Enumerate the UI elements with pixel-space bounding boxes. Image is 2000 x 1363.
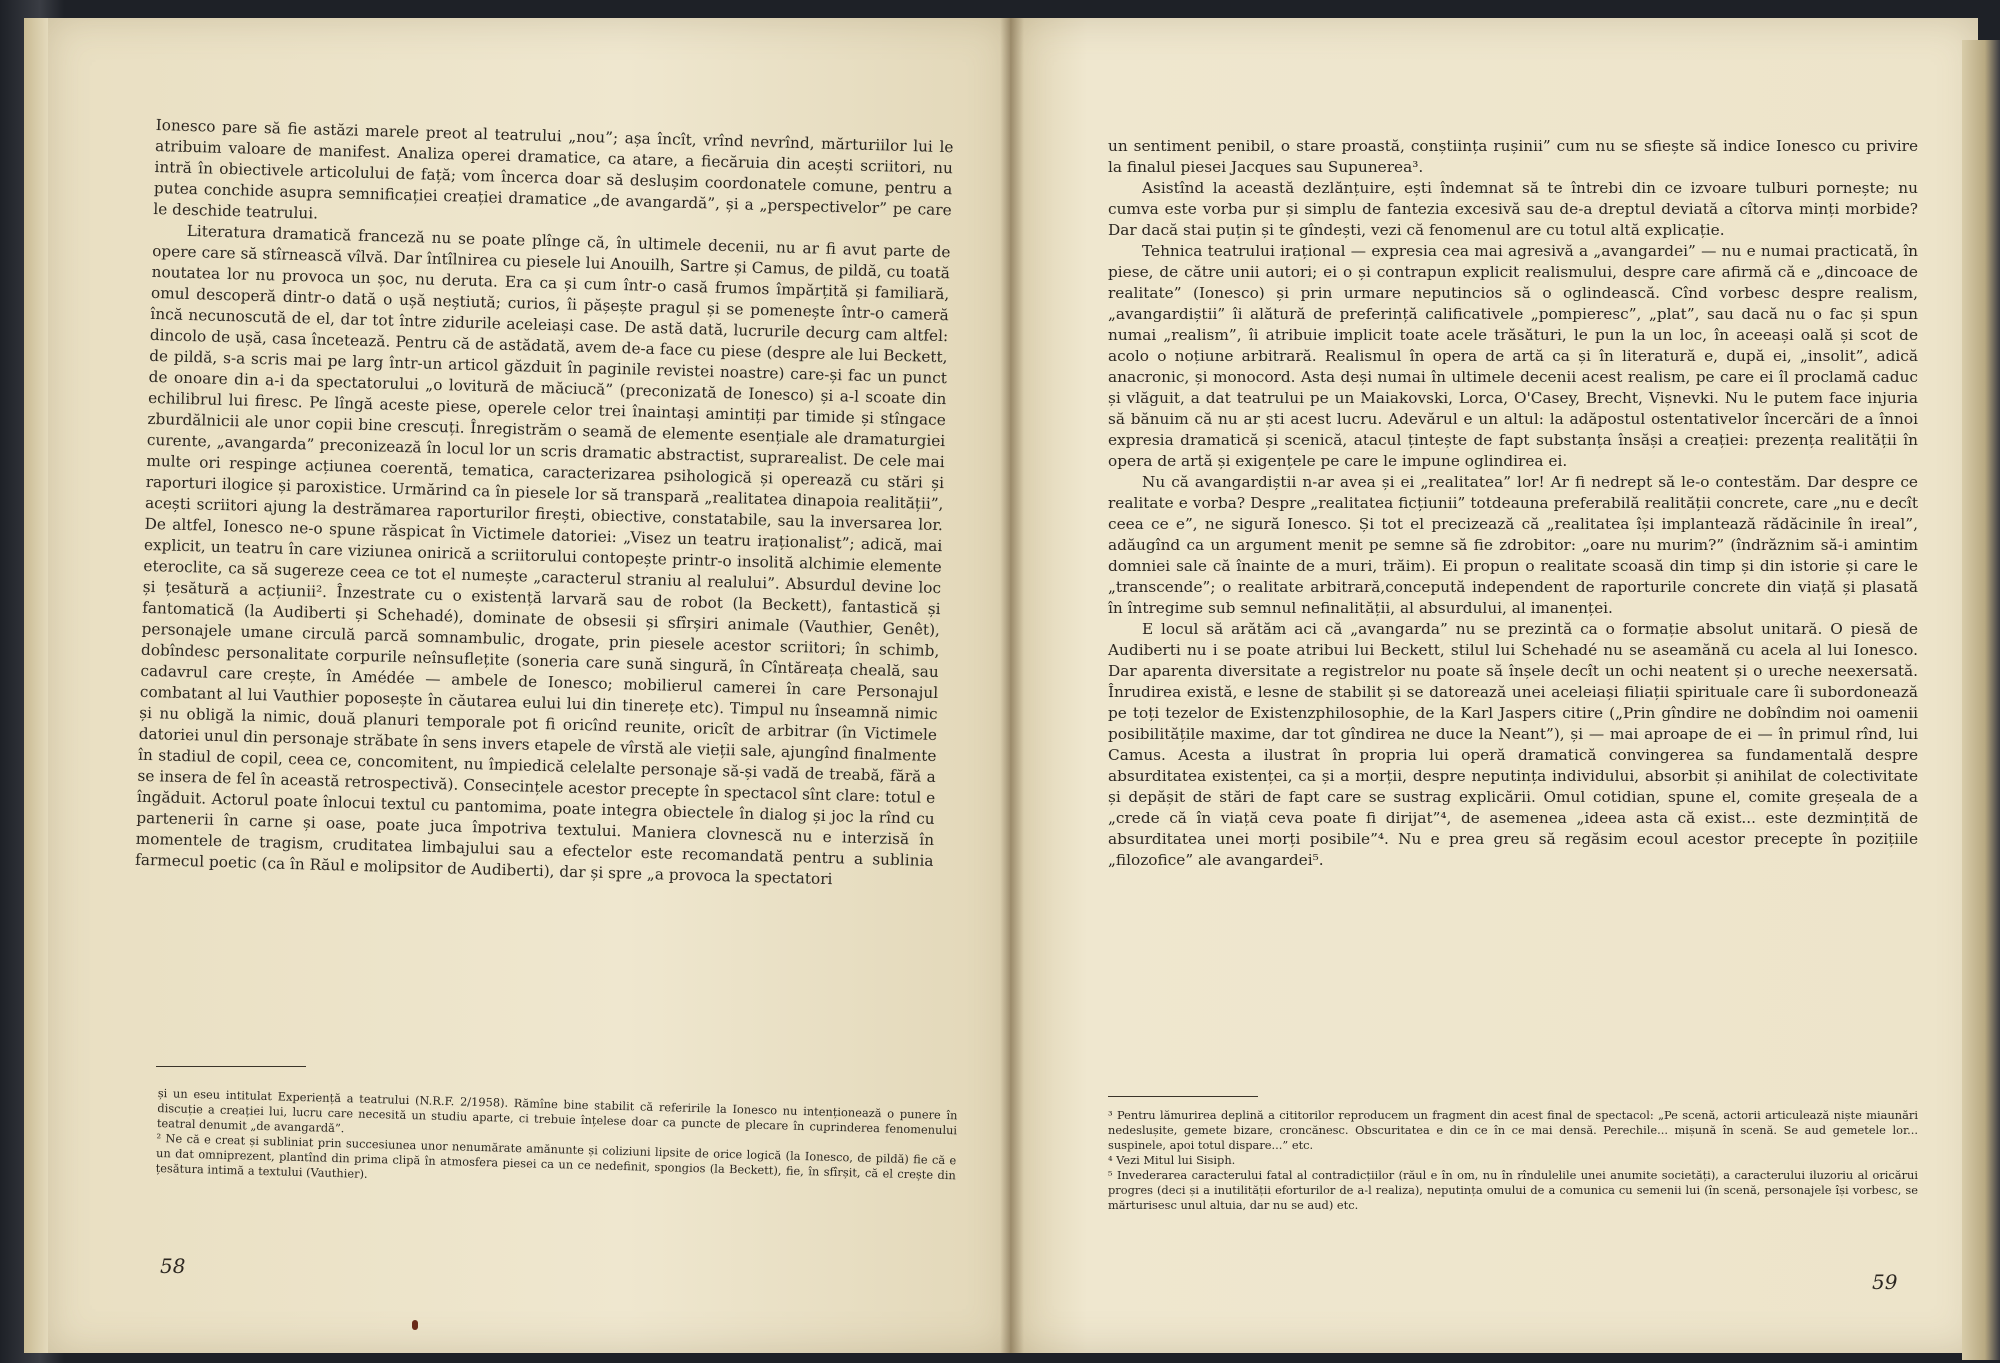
footnote-rule (156, 1066, 306, 1067)
footnote: ³ Pentru lămurirea deplină a cititorilor reproducem un fragment din acest final de spectacol: „Pe scenă, actorii articulează niște miaunări nedeslușite, gemete bizare, croncănesc. Obscuritatea e din ce în ce mai densă. Perechile... mișună în scenă. Se aud gemetele lor... suspinele, apoi totul dispare...” etc. (1108, 1108, 1918, 1152)
paragraph: Asistînd la această dezlănțuire, ești îndemnat să te întrebi din ce izvoare tulburi pornește; nu cumva este vorba pur și simplu de fantezia excesivă sau de-a dreptul deviată a cîtorva minți morbide? Dar dacă stai puțin și te gîndești, vezi că fenomenul are cu totul altă explicație. (1108, 179, 1918, 239)
footnote: ² Ne că e creat și subliniat prin succesiunea unor nenumărate amănunte și coliziuni lipsite de orice logică (la Ionesco, de pildă) fie că e un dat omniprezent, plantînd din prima clipă în atmosfera piesei ca un ce nedefinit, spongios (la Beckett), fie, în sfîrșit, că el crește din țesătura intimă a textului (Vauthier). (155, 1130, 957, 1183)
footnote-rule (1108, 1096, 1258, 1097)
paragraph: Tehnica teatrului irațional — expresia cea mai agresivă a „avangardei” — nu e numai practicată, în piese, de către unii autori; ei o și contrapun explicit realismului, despre care afirmă că e „dincoace de realitate” (Ionesco) și prin urmare neputincios să o oglindească. Cînd vorbesc despre realism, „avangardiștii” îi alătură de preferință calificativele „pompieresc”, „plat”, sau dacă nu o fac și spun numai „realism”, îi atribuie implicit toate acele trăsături, le pun la un loc, în aceeași oală și scot de acolo o noțiune arbitrară. Realismul în opera de artă ca și în literatură e, după ei, „insolit”, adică anacronic, și monocord. Asta deși numai în ultimele decenii acest realism, pe care ei îl proclamă caduc și vlăguit, a dat teatrului pe un Maiakovski, Lorca, O'Casey, Brecht, Vișnevki. Nu le putem face injuria să bănuim că nu ar ști acest lucru. Adevărul e un altul: la adăpostul ostentativelor încercări de a înnoi expresia dramatică și scenică, atacul țintește de fapt substanța însăși a creației: prezența realității în opera de artă și exigențele pe care le impune oglindirea ei. (1108, 242, 1918, 470)
right-page (1010, 18, 1978, 1353)
ink-mark (412, 1320, 418, 1330)
page-number: 59 (1872, 1270, 1898, 1294)
footnote: și un eseu intitulat Experiență a teatrului (N.R.F. 2/1958). Rămîne bine stabilit că referirile la Ionesco nu intenționează o punere în discuție a creației lui, lucru care necesită un studiu aparte, ci trebuie înțelese doar ca puncte de plecare în cuprinderea fenomenului teatral denumit „de avangardă”. (156, 1086, 958, 1138)
book-right-edge (1962, 40, 2000, 1360)
paragraph: E locul să arătăm aci că „avangarda” nu se prezintă ca o formație absolut unitară. O piesă de Audiberti nu i se poate atribui lui Beckett, stilul lui Schehadé nu se aseamănă cu acela al lui Ionesco. Dar aparenta diversitate a registrelor nu poate să înșele decît un ochi neatent și o ureche neexersată. Înrudirea există, e lesne de stabilit și se datorează unei aceleiași filiații spirituale care îi subordonează pe toți tezelor de Existenzphilosophie, de la Karl Jaspers citire („Prin gîndire ne dobîndim noi oamenii posibilitățile maxime, dar tot gîndirea ne duce la Neant”), și — mai aproape de ei — în primul rînd, lui Camus. Acesta a ilustrat în propria lui operă dramatică convingerea sa fundamentală despre absurditatea existenței, ca și a morții, despre neputința individului, absorbit și anihilat de colectivitate și depășit de stări de fapt care se sustrag explicării. Omul cotidian, spune el, comite greșeala de a „crede că în viață ceva poate fi dirijat”⁴, de asemenea „ideea asta că exist... este dezmințită de absurditatea unei morți posibile”⁴. Nu e prea greu să regăsim ecoul acestor precepte în pozițiile „filozofice” ale avangardei⁵. (1108, 620, 1918, 869)
left-page-body (135, 115, 954, 893)
right-footnotes (1108, 1108, 1918, 1213)
book-gutter (1000, 18, 1024, 1353)
book-left-edge (24, 18, 50, 1353)
footnote: ⁴ Vezi Mitul lui Sisiph. (1108, 1153, 1236, 1167)
left-page (48, 18, 1010, 1353)
paragraph: Nu că avangardiștii n-ar avea și ei „realitatea” lor! Ar fi nedrept să le-o contestăm. Dar despre ce realitate e vorba? Despre „realitatea ficțiunii” totdeauna preferabilă realității concrete, care „nu e decît ceea ce e”, ne sigură Ionesco. Și tot el precizează că „realitatea își implantează rădăcinile în ireal”, adăugînd ca un argument menit pe semne să fie zdrobitor: „oare nu murim?” (îndrăznim să-i amintim domniei sale că înainte de a muri, trăim). Ei propun o realitate scoasă din timp și din istorie și care le „transcende”; o realitate arbitrară,concepută independent de raporturile concrete din viață și plasată în întregime sub semnul nefinalității, al absurdului, al imanenței. (1108, 473, 1918, 617)
page-number: 58 (160, 1254, 186, 1278)
paragraph: Ionesco pare să fie astăzi marele preot al teatrului „nou”; așa încît, vrînd nevrînd, mărturiilor lui le atribuim valoare de manifest. Analiza operei dramatice, ca atare, a fiecăruia din acești scriitori, nu intră în obiectivele articolului de față; vom încerca doar să deslușim coordonatele comune, pentru a putea conchide asupra semnificației creației dramatice „de avangardă”, și a „perspectivelor” pe care le deschide teatrului. (153, 115, 954, 223)
right-page-body (1108, 136, 1918, 871)
left-footnotes (155, 1086, 957, 1198)
paragraph: Literatura dramatică franceză nu se poate plînge că, în ultimele decenii, nu ar fi avut parte de opere care să stîrnească vîlvă. Dar întîlnirea cu piesele lui Anouilh, Sartre și Camus, de pildă, cu toată noutatea lor nu provoca un șoc, nu deruta. Era ca și cum într-o casă frumos împărțită și familiară, omul descoperă dintr-o dată o ușă neștiută; curios, îi pășește pragul și se pomenește într-o cameră încă necunoscută de el, dar tot între zidurile aceleiași case. De astă dată, lucrurile decurg cam altfel: dincolo de ușă, casa încetează. Pentru că de astădată, avem de-a face cu piese (despre ale lui Beckett, de pildă, s-a scris mai pe larg într-un articol găzduit în paginile revistei noastre) care-și fac un punct de onoare din a-i da spectatorului „o lovitură de măciucă” (preconizată de Ionesco) și a-l scoate din echilibrul lui firesc. Pe lîngă aceste piese, operele celor trei înaintași amintiți par timide și stîngace zburdălnicii ale unor copii bine crescuți. Înregistrăm o seamă de elemente esențiale ale dramaturgiei curente, „avangarda” preconizează în locul lor un scris dramatic abstractist, suprarealist. De cele mai multe ori respinge acțiunea coerentă, tematica, caracterizarea psihologică și operează cu stări și raporturi ilogice și paroxistice. Urmărind ca în piesele lor să transpară „realitatea dinapoia realității”, acești scriitori ajung la destrămarea raporturilor firești, obiective, constatabile, sau la inversarea lor. De altfel, Ionesco ne-o spune răspicat în Victimele datoriei: „Visez un teatru iraționalist”; adică, mai explicit, un teatru în care viziunea onirică a scriitorului contopește printr-o insolită alchimie elemente eteroclite, ca să sugereze ceea ce tot el numește „caracterul straniu al realului”. Absurdul devine loc și țesătură a acțiunii². Înzestrate cu o existență larvară sau de robot (la Beckett), fantastică și fantomatică (la Audiberti și Schehadé), dominate de obsesii și sfîrșiri animale (Vauthier, Genêt), personajele umane circulă parcă somnambulic, drogate, prin piesele acestor scriitori; în schimb, dobîndesc personalitate corpurile neînsuflețite (soneria care sună singură, în Cîntăreața cheală, sau cadavrul care crește, în Amédée — ambele de Ionesco; mobilierul camerei în care Personajul combatant al lui Vauthier poposește în căutarea eului lui din tinerețe etc). Timpul nu înseamnă nimic și nu obligă la nimic, două planuri temporale pot fi oricînd reunite, oricît de arbitrar (în Victimele datoriei unul din personaje străbate în sens invers etapele de vîrstă ale vieții sale, ajungînd finalmente în stadiul de copil, ceea ce, concomitent, nu împiedică celelalte personaje să-și vadă de treabă, fără a se insera de fel în această retrospectivă). Consecințele acestor precepte în spectacol sînt clare: totul e îngăduit. Actorul poate înlocui textul cu pantomima, poate integra obiectele în dialog și joc la rînd cu partenerii în carne și oase, poate juca împotriva textului. Maniera clovnescă nu e interzisă în momentele de tragism, cruditatea limbajului sau a efectelor este recomandată pentru a sublinia farmecul poetic (ca în Răul e molipsitor de Audiberti), dar și spre „a provoca la spectatori (134, 221, 951, 889)
paragraph: un sentiment penibil, o stare proastă, conștiința rușinii” cum nu se sfiește să indice Ionesco cu privire la finalul piesei Jacques sau Supunerea³. (1108, 137, 1918, 176)
footnote: ⁵ Invederarea caracterului fatal al contradicțiilor (răul e în om, nu în rîndulelile unei anumite societăți), a caracterului iluzoriu al oricărui progres (deci și a inutilității eforturilor de a-l realiza), neputința omului de a comunica cu semenii lui (în scenă, personajele își vorbesc, se mărturisesc unul altuia, dar nu se aud) etc. (1108, 1168, 1918, 1212)
